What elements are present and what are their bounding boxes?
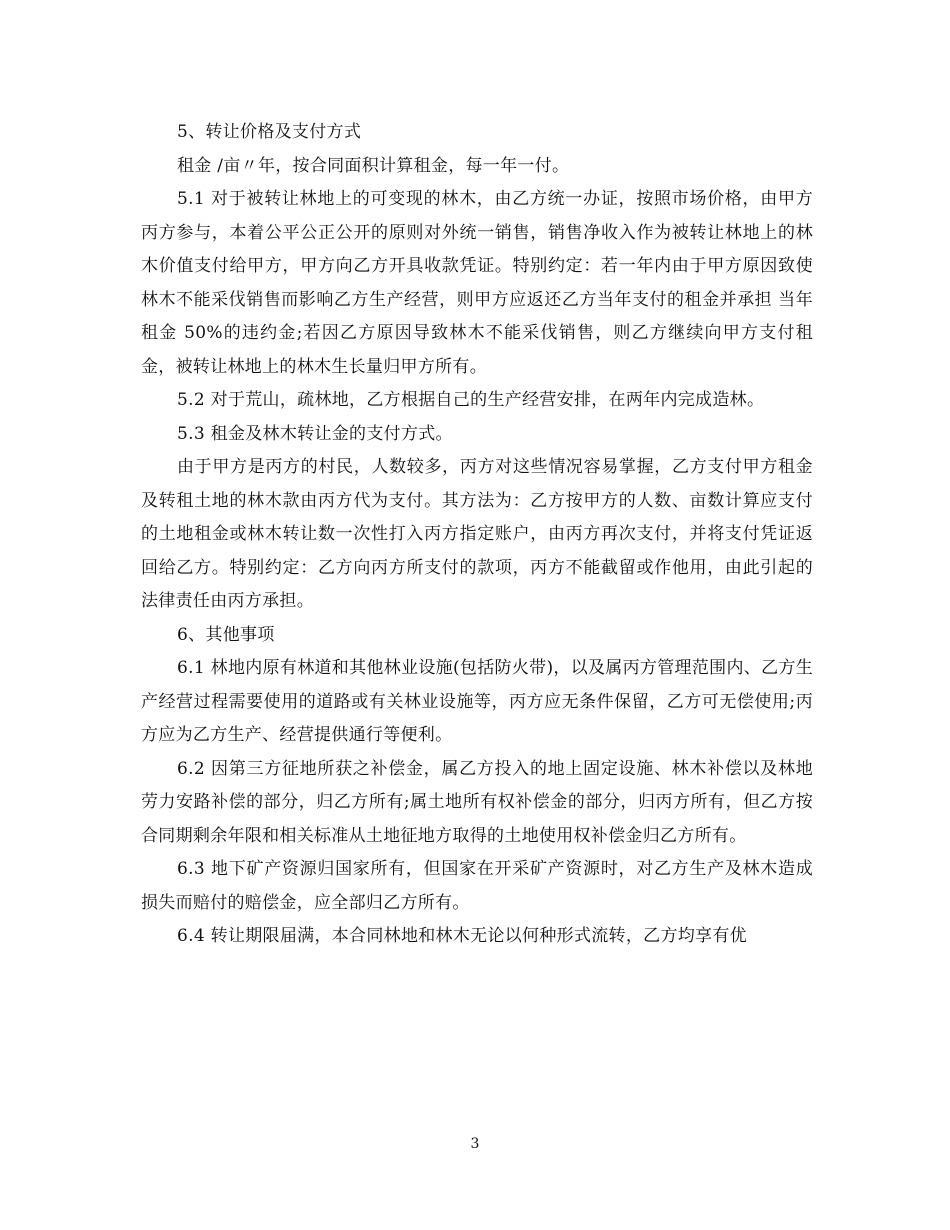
clause-6-4: 6.4 转让期限届满，本合同林地和林木无论以何种形式流转，乙方均享有优 (177, 926, 747, 946)
rent-terms: 租金 /亩〃年，按合同面积计算租金，每一年一付。 (177, 155, 570, 176)
clause-6-1: 6.1 林地内原有林道和其他林业设施(包括防火带)，以及属丙方管理范围内、乙方生产经营过程需要使用的道路或有关林业设施等，丙方应无条件保留，乙方可无偿使用;丙方应为乙方生产、经营提供通行等便利。 (141, 658, 813, 745)
document-body (141, 116, 813, 954)
section-5-heading: 5、转让价格及支付方式 (177, 122, 362, 142)
section-6-heading: 6、其他事项 (177, 624, 275, 645)
clause-6-3: 6.3 地下矿产资源归国家所有，但国家在开采矿产资源时，对乙方生产及林木造成损失而赔付的赔偿金，应全部归乙方所有。 (141, 859, 813, 913)
clause-5-3-body: 由于甲方是丙方的村民，人数较多，丙方对这些情况容易掌握，乙方支付甲方租金及转租土地的林木款由丙方代为支付。其方法为：乙方按甲方的人数、亩数计算应支付的土地租金或林木转让数一次性打入丙方指定账户，由丙方再次支付，并将支付凭证返回给乙方。特别约定：乙方向丙方所支付的款项，丙方不能截留或作他用，由此引起的法律责任由丙方承担。 (141, 457, 813, 611)
clause-5-1: 5.1 对于被转让林地上的可变现的林木，由乙方统一办证，按照市场价格，由甲方丙方参与，本着公平公正公开的原则对外统一销售，销售净收入作为被转让林地上的林木价值支付给甲方，甲方向乙方开具收款凭证。特别约定：若一年内由于甲方原因致使林木不能采伐销售而影响乙方生产经营，则甲方应返还乙方当年支付的租金并承担 当年租金 50%的违约金;若因乙方原因导致林木不能采伐销售，则乙方继续向甲方支付租金，被转让林地上的林木生长量归甲方所有。 (141, 189, 813, 377)
page-number: 3 (470, 1136, 480, 1152)
clause-5-2: 5.2 对于荒山，疏林地，乙方根据自己的生产经营安排，在两年内完成造林。 (177, 390, 765, 410)
clause-6-2: 6.2 因第三方征地所获之补偿金，属乙方投入的地上固定设施、林木补偿以及林地劳力安路补偿的部分，归乙方所有;属土地所有权补偿金的部分，归丙方所有，但乙方按合同期剩余年限和相关标准从土地征地方取得的土地使用权补偿金归乙方所有。 (141, 758, 813, 846)
clause-5-3: 5.3 租金及林木转让金的支付方式。 (177, 423, 453, 444)
